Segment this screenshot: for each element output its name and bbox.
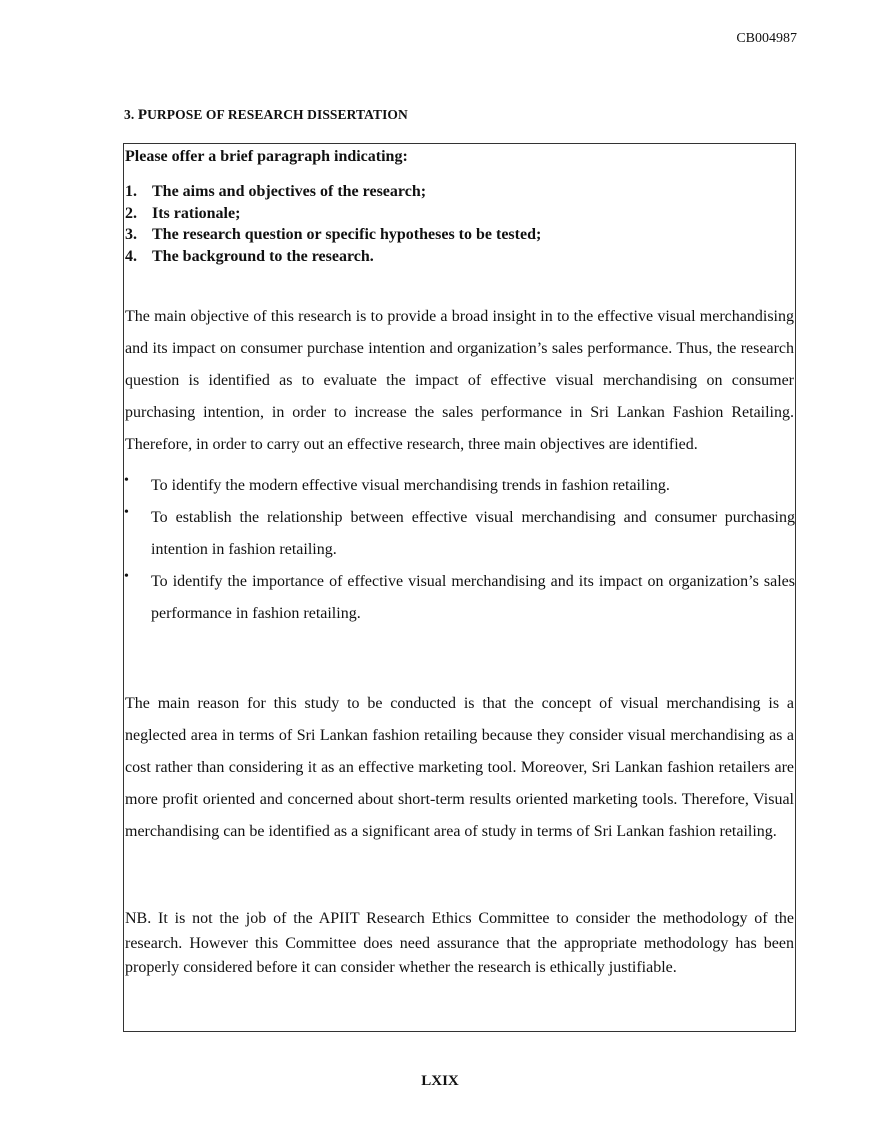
list-item [124, 470, 795, 502]
item-number: 4. [125, 247, 137, 265]
item-number: 1. [125, 183, 137, 200]
item-text: The background to the research. [152, 247, 374, 265]
response-box [123, 143, 796, 1032]
objectives-list [124, 470, 795, 630]
bullet-icon: • [124, 505, 129, 520]
list-item [124, 566, 795, 630]
bullet-icon: • [124, 473, 129, 488]
form-intro: Please offer a brief paragraph indicating: [125, 148, 408, 165]
item-text: The aims and objectives of the research; [152, 183, 427, 200]
objective-paragraph: The main objective of this research is to provide a broad insight in to the effective visual merchandising and its impact on consumer purchase intention and organization’s sales performance. Thus, the research question is identified as to evaluate the impact of effective visual merchandising on consumer purchasing intention, in order to increase the sales performance in Sri Lankan Fashion Retailing. Therefore, in order to carry out an effective research, three main objectives are identified. [125, 308, 794, 453]
item-number: 2. [125, 204, 137, 222]
objective-text: To identify the importance of effective visual merchandising and its impact on organization’s sales performance in fashion retailing. [151, 573, 795, 622]
list-item [124, 246, 795, 268]
list-item [124, 181, 795, 203]
ethics-note: NB. It is not the job of the APIIT Research Ethics Committee to consider the methodology of the research. However this Committee does need assurance that the appropriate methodology has been properly considered before it can consider whether the research is ethically justifiable. [125, 910, 794, 976]
item-number: 3. [125, 226, 137, 243]
section-number: 3. [124, 107, 135, 122]
item-text: The research question or specific hypotheses to be tested; [152, 226, 542, 243]
requirements-list [124, 181, 795, 267]
list-item [124, 502, 795, 566]
section-heading [124, 107, 408, 124]
list-item [124, 203, 795, 225]
bullet-icon: • [124, 569, 129, 584]
section-title-initial: P [137, 107, 148, 123]
objective-text: To establish the relationship between effective visual merchandising and consumer purchasing intention in fashion retailing. [151, 509, 795, 558]
section-title-rest: URPOSE OF RESEARCH DISSERTATION [147, 107, 408, 122]
rationale-paragraph: The main reason for this study to be conducted is that the concept of visual merchandising is a neglected area in terms of Sri Lankan fashion retailing because they consider visual merchandising as a cost rather than considering it as an effective marketing tool. Moreover, Sri Lankan fashion retailers are more profit oriented and concerned about short-term results oriented marketing tools. Therefore, Visual merchandising can be identified as a significant area of study in terms of Sri Lankan fashion retailing. [125, 695, 794, 840]
document-id: CB004987 [736, 31, 797, 46]
objective-text: To identify the modern effective visual merchandising trends in fashion retailing. [151, 477, 670, 494]
list-item [124, 224, 795, 246]
page-number: LXIX [421, 1073, 459, 1089]
item-text: Its rationale; [152, 204, 241, 222]
